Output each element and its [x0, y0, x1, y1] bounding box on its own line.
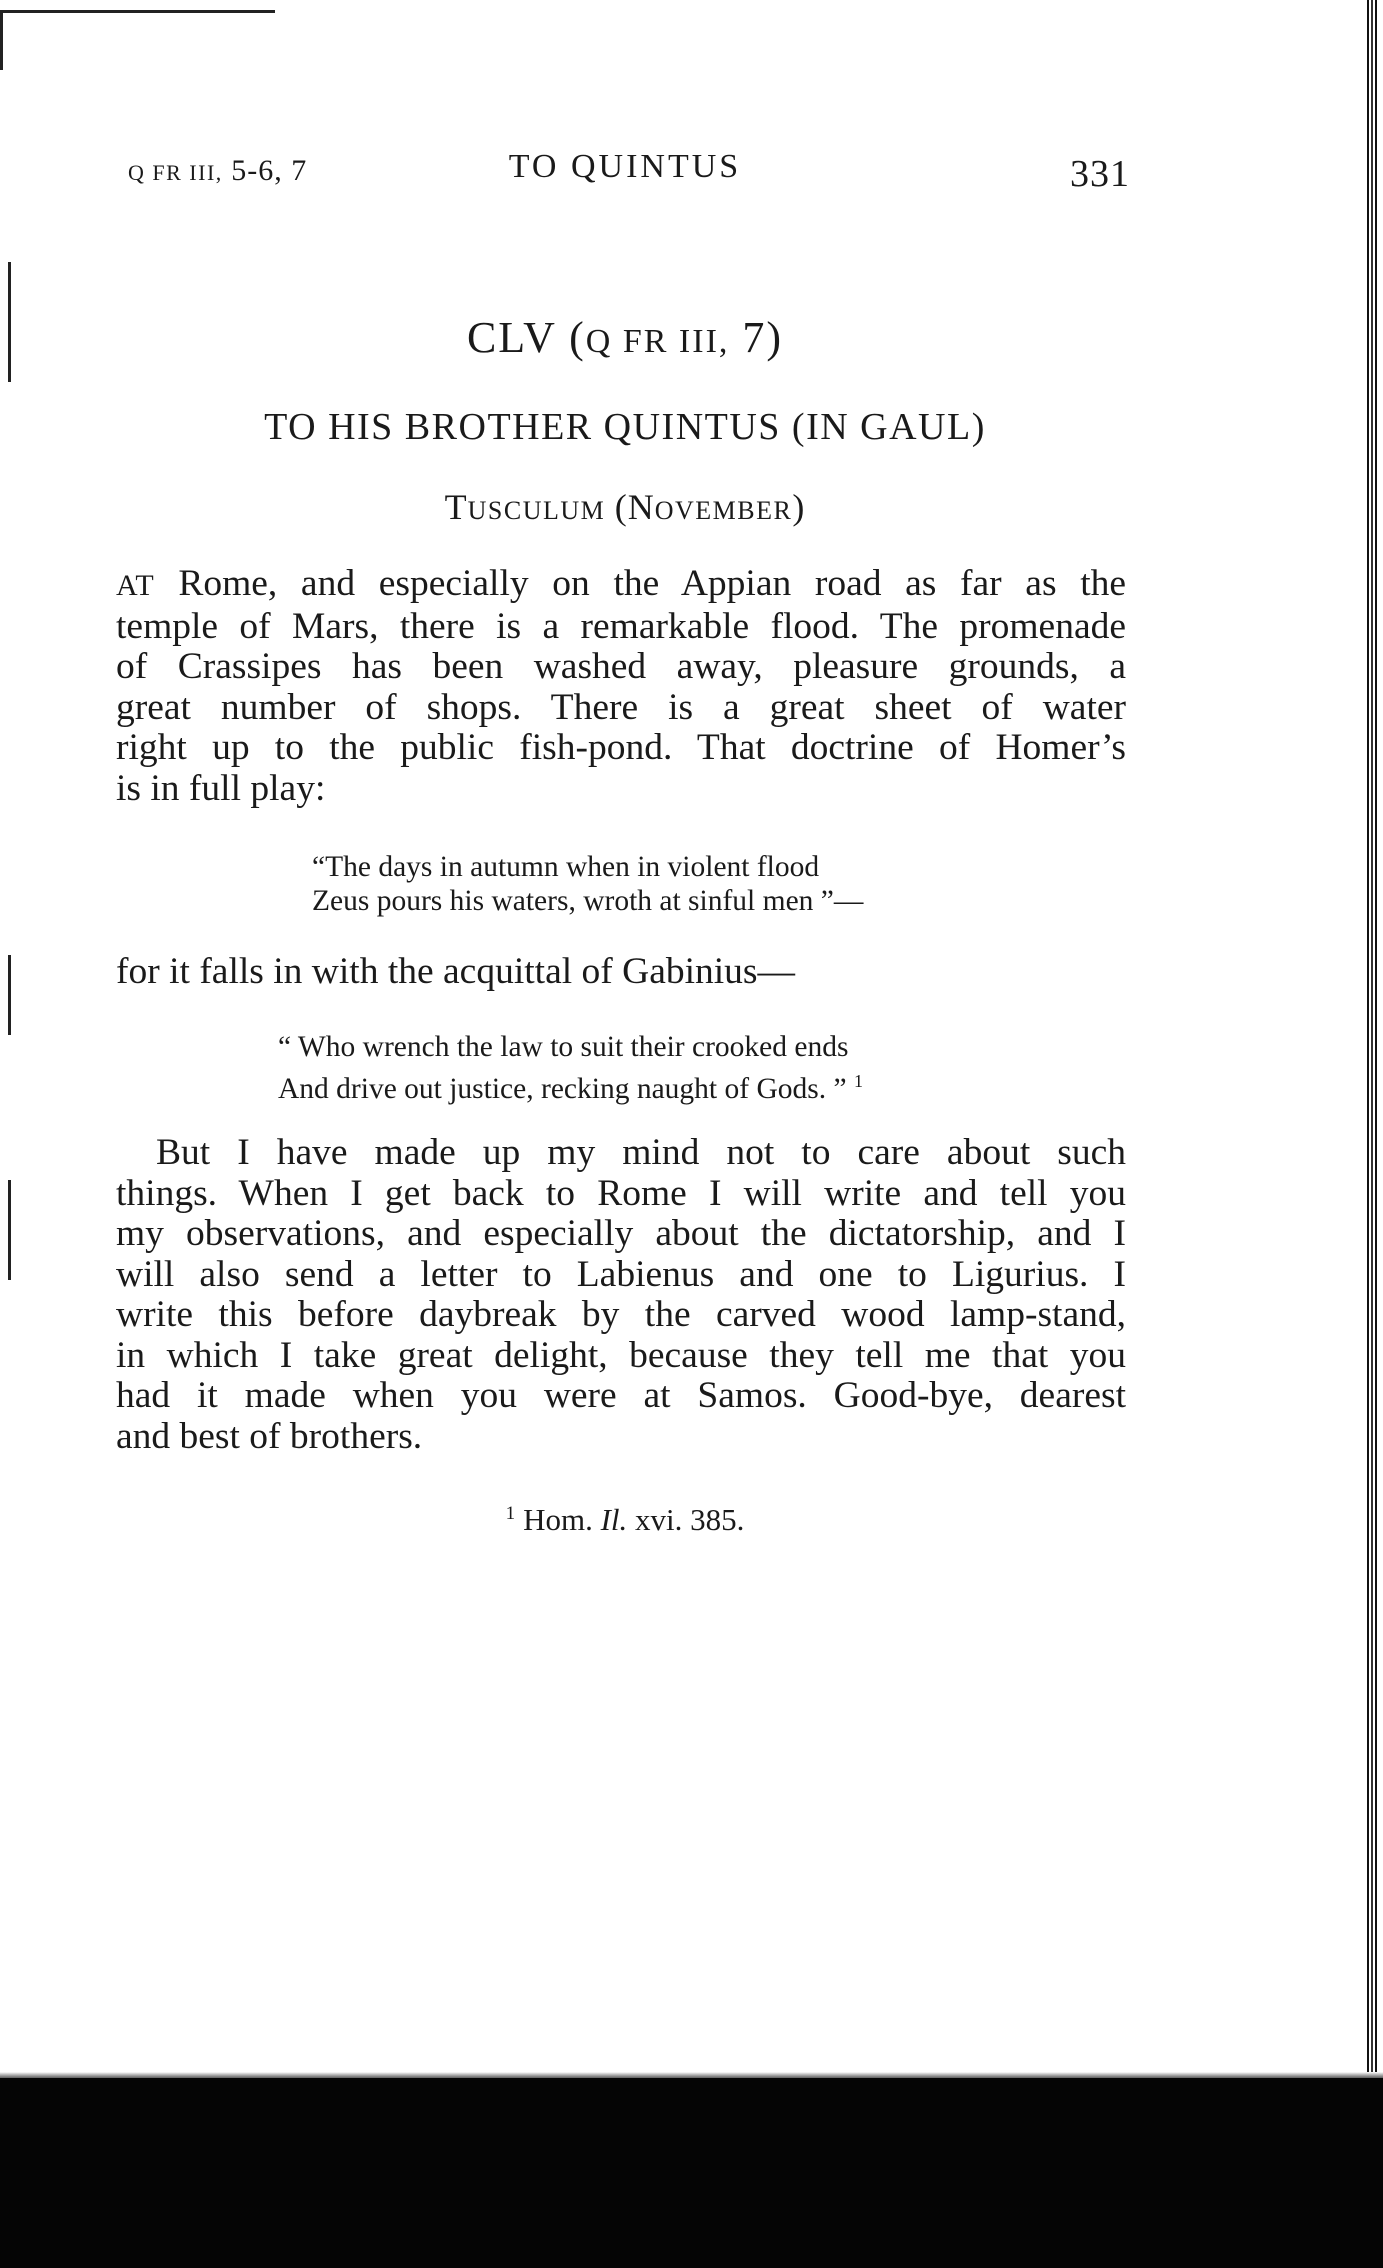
verse-line: “ Who wrench the law to suit their crooked ends — [278, 1031, 849, 1063]
paragraph-1 — [116, 564, 1126, 809]
text-line: and best of brothers. — [116, 1415, 423, 1457]
scan-margin-mark — [8, 955, 11, 1035]
verse-quote-1 — [312, 850, 863, 918]
header-reference: Q FR III, 5-6, 7 — [128, 154, 308, 187]
text-line: temple of Mars, there is a remarkable flood. The promenade — [116, 605, 1126, 647]
scan-right-edge — [1367, 0, 1377, 2085]
text-line: AT Rome, and especially on the Appian road as far as the — [116, 563, 1127, 604]
verse-line: Zeus pours his waters, wroth at sinful men ”— — [312, 885, 864, 917]
verse-quote-2 — [278, 1030, 863, 1106]
text-line: But I have made up my mind not to care about such — [156, 1132, 1126, 1173]
text-line: is in full play: — [116, 767, 326, 809]
text-line: will also send a letter to Labienus and one to Ligurius. I — [116, 1253, 1126, 1295]
running-header — [120, 148, 1130, 198]
text-line: things. When I get back to Rome I will write and tell you — [116, 1172, 1126, 1214]
letter-title: TO HIS BROTHER QUINTUS (IN GAUL) — [264, 406, 986, 448]
text-line: my observations, and especially about the dictatorship, and I — [116, 1213, 1126, 1254]
verse-line: And drive out justice, recking naught of Gods. ” $^1$ — [278, 1071, 863, 1105]
letter-number-heading: CLV (Q FR III, 7) — [466, 313, 784, 362]
verse-line: “The days in autumn when in violent flood — [312, 851, 820, 883]
footnote-mark: 1 — [505, 1502, 516, 1524]
scan-bottom-band — [0, 2078, 1383, 2268]
paragraph-2 — [116, 952, 1126, 993]
text-line: had it made when you were at Samos. Good-bye, dearest — [116, 1375, 1126, 1416]
scan-top-rule — [0, 10, 275, 13]
text-line: for it falls in with the acquittal of Gabinius— — [116, 951, 796, 992]
text-line: great number of shops. There is a great sheet of water — [116, 686, 1126, 728]
text-line: write this before daybreak by the carved wood lamp-stand, — [116, 1294, 1126, 1335]
scan-margin-mark — [8, 1180, 11, 1280]
footnote-reference: 1 — [853, 1071, 863, 1091]
text-line: of Crassipes has been washed away, pleasure grounds, a — [116, 646, 1126, 687]
page-number: 331 — [1070, 153, 1130, 195]
footnote: $^1$ Hom. Il. xvi. 385. — [505, 1502, 745, 1537]
drop-cap: AT — [116, 569, 155, 602]
text-line: in which I take great delight, because they tell me that you — [116, 1334, 1126, 1376]
scan-margin-mark — [8, 262, 11, 382]
scan-top-hook — [0, 10, 3, 70]
header-title: TO QUINTUS — [508, 148, 742, 185]
letter-place-date: TUSCULUM (NOVEMBER) — [444, 487, 806, 527]
paragraph-3 — [116, 1133, 1126, 1457]
text-line: right up to the public fish-pond. That doctrine of Homer’s — [116, 727, 1126, 768]
